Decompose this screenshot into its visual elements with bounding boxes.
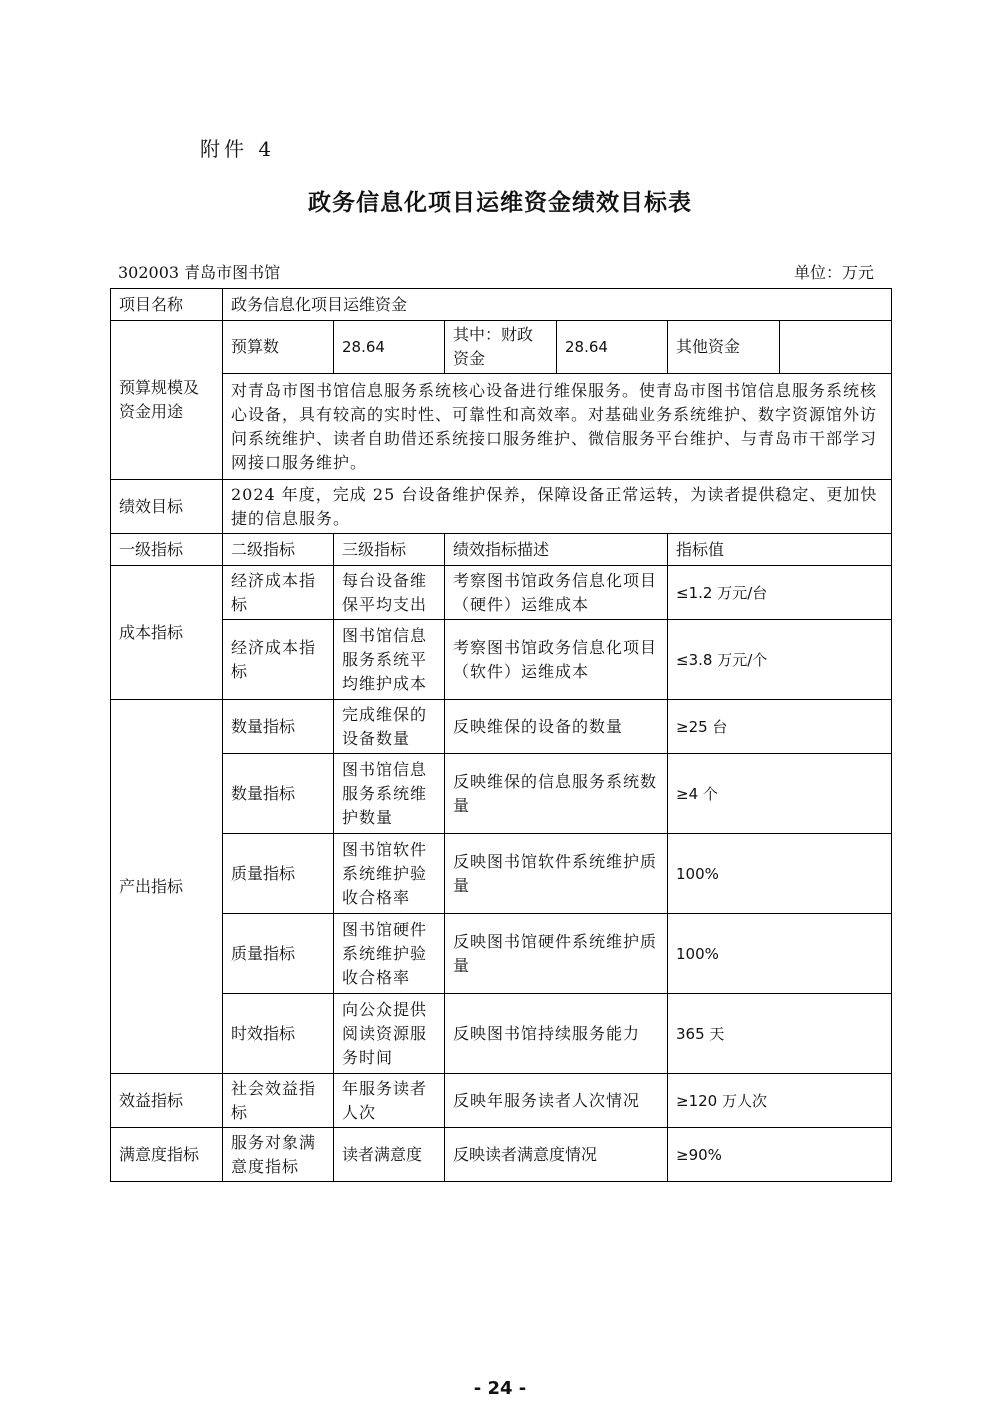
description-cell: 反映图书馆软件系统维护质量 (445, 834, 668, 914)
table-row (111, 700, 892, 754)
page-title: 政务信息化项目运维资金绩效目标表 (308, 190, 692, 216)
page-number: - 24 - (473, 1378, 527, 1399)
header-level1: 一级指标 (111, 534, 223, 566)
description-cell: 反映读者满意度情况 (445, 1128, 668, 1182)
unit-label: 单位：万元 (793, 263, 874, 282)
table-row (111, 620, 892, 700)
level2-cell: 数量指标 (223, 754, 334, 834)
table-row (111, 914, 892, 994)
level3-cell: 完成维保的设备数量 (334, 700, 445, 754)
level2-cell: 服务对象满意度指标 (223, 1128, 334, 1182)
value-cell: ≥90% (668, 1128, 892, 1182)
table-row (111, 566, 892, 620)
table-row (111, 834, 892, 914)
level3-cell: 每台设备维保平均支出 (334, 566, 445, 620)
budget-amount-value: 28.64 (334, 321, 445, 374)
other-fund-value (780, 321, 892, 374)
level2-cell: 质量指标 (223, 834, 334, 914)
project-label: 项目名称 (111, 289, 223, 321)
level3-cell: 图书馆信息服务系统平均维护成本 (334, 620, 445, 700)
level3-cell: 图书馆信息服务系统维护数量 (334, 754, 445, 834)
value-cell: 365 天 (668, 994, 892, 1074)
level3-cell: 图书馆软件系统维护验收合格率 (334, 834, 445, 914)
table-row (111, 1128, 892, 1182)
level3-cell: 年服务读者人次 (334, 1074, 445, 1128)
description-cell: 反映维保的设备的数量 (445, 700, 668, 754)
performance-table (110, 288, 892, 1182)
level2-cell: 经济成本指标 (223, 566, 334, 620)
table-row (111, 994, 892, 1074)
description-cell: 反映图书馆硬件系统维护质量 (445, 914, 668, 994)
value-cell: 100% (668, 914, 892, 994)
usage-row (111, 374, 892, 480)
value-cell: 100% (668, 834, 892, 914)
level3-cell: 读者满意度 (334, 1128, 445, 1182)
header-value: 指标值 (668, 534, 892, 566)
header-row (111, 534, 892, 566)
level1-satisfaction: 满意度指标 (111, 1128, 223, 1182)
description-cell: 反映图书馆持续服务能力 (445, 994, 668, 1074)
level3-cell: 图书馆硬件系统维护验收合格率 (334, 914, 445, 994)
budget-row (111, 321, 892, 374)
value-cell: ≤1.2 万元/台 (668, 566, 892, 620)
attachment-label: 附件 4 (200, 137, 276, 161)
other-fund-label: 其他资金 (668, 321, 780, 374)
header-level3: 三级指标 (334, 534, 445, 566)
project-value: 政务信息化项目运维资金 (223, 289, 892, 321)
level2-cell: 数量指标 (223, 700, 334, 754)
table-row (111, 1074, 892, 1128)
description-cell: 反映维保的信息服务系统数量 (445, 754, 668, 834)
description-cell: 反映年服务读者人次情况 (445, 1074, 668, 1128)
level1-cost: 成本指标 (111, 566, 223, 700)
level2-cell: 时效指标 (223, 994, 334, 1074)
level1-output: 产出指标 (111, 700, 223, 1074)
value-cell: ≥25 台 (668, 700, 892, 754)
table-row (111, 754, 892, 834)
budget-label: 预算规模及资金用途 (111, 321, 223, 480)
goal-text: 2024 年度，完成 25 台设备维护保养，保障设备正常运转，为读者提供稳定、更加快捷的信息服务。 (223, 480, 892, 534)
header-description: 绩效指标描述 (445, 534, 668, 566)
fund-usage-text: 对青岛市图书馆信息服务系统核心设备进行维保服务。使青岛市图书馆信息服务系统核心设备，具有较高的实时性、可靠性和高效率。对基础业务系统维护、数字资源馆外访问系统维护、读者自助借还系统接口服务维护、微信服务平台维护、与青岛市干部学习网接口服务维护。 (223, 374, 892, 480)
project-row (111, 289, 892, 321)
level3-cell: 向公众提供阅读资源服务时间 (334, 994, 445, 1074)
description-cell: 考察图书馆政务信息化项目（软件）运维成本 (445, 620, 668, 700)
level1-benefit: 效益指标 (111, 1074, 223, 1128)
value-cell: ≤3.8 万元/个 (668, 620, 892, 700)
budget-amount-label: 预算数 (223, 321, 334, 374)
level2-cell: 社会效益指标 (223, 1074, 334, 1128)
fiscal-fund-label: 其中：财政资金 (445, 321, 557, 374)
organization-code: 302003 青岛市图书馆 (118, 263, 281, 282)
description-cell: 考察图书馆政务信息化项目（硬件）运维成本 (445, 566, 668, 620)
value-cell: ≥120 万人次 (668, 1074, 892, 1128)
level2-cell: 经济成本指标 (223, 620, 334, 700)
header-level2: 二级指标 (223, 534, 334, 566)
fiscal-fund-value: 28.64 (557, 321, 668, 374)
value-cell: ≥4 个 (668, 754, 892, 834)
level2-cell: 质量指标 (223, 914, 334, 994)
goal-row (111, 480, 892, 534)
goal-label: 绩效目标 (111, 480, 223, 534)
